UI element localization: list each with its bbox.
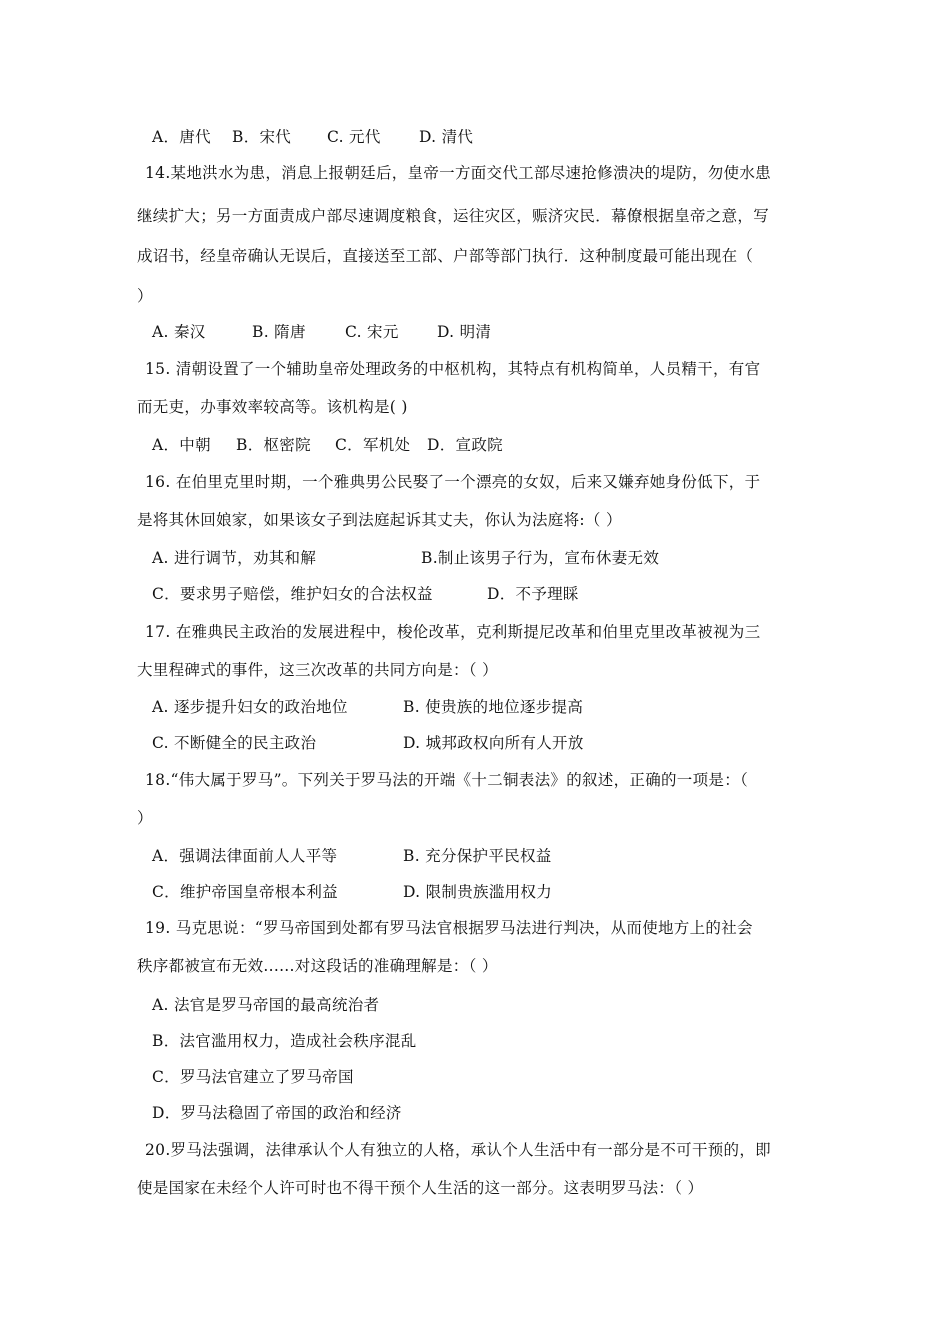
q19-text-line-2: 秩序都被宣布无效......对这段话的准确理解是：（ ） [137, 957, 498, 975]
q14-option-c: C. 宋元 [345, 323, 399, 341]
q19-option-d: D．罗马法稳固了帝国的政治和经济 [152, 1104, 402, 1122]
q13-option-b: B．宋代 [232, 128, 292, 146]
q17-option-c: C. 不断健全的民主政治 [152, 734, 317, 752]
q14-option-b: B. 隋唐 [252, 323, 306, 341]
q16-option-b: B.制止该男子行为，宣布休妻无效 [421, 549, 660, 567]
q15-option-a: A．中朝 [152, 436, 211, 454]
q17-option-a: A. 逐步提升妇女的政治地位 [152, 698, 348, 716]
q20-text-line-2: 使是国家在未经个人许可时也不得干预个人生活的这一部分。这表明罗马法：（ ） [137, 1179, 704, 1197]
q17-text-line-2: 大里程碑式的事件，这三次改革的共同方向是：（ ） [137, 661, 498, 679]
q14-option-d: D. 明清 [437, 323, 492, 341]
q18-text-line-1: 18.“伟大属于罗马”。下列关于罗马法的开端《十二铜表法》的叙述，正确的一项是：（ [145, 771, 749, 789]
q16-text-line-1: 16. 在伯里克里时期，一个雅典男公民娶了一个漂亮的女奴，后来又嫌弃她身份低下，于 [145, 473, 761, 491]
q14-text-line-3: 成诏书，经皇帝确认无误后，直接送至工部、户部等部门执行．这种制度最可能出现在（ [137, 247, 754, 265]
q17-text-line-1: 17. 在雅典民主政治的发展进程中，梭伦改革，克利斯提尼改革和伯里克里改革被视为三 [145, 623, 761, 641]
q18-option-b: B. 充分保护平民权益 [403, 847, 552, 865]
q19-text-line-1: 19. 马克思说：“罗马帝国到处都有罗马法官根据罗马法进行判决，从而使地方上的社会 [145, 919, 753, 937]
q17-option-d: D. 城邦政权向所有人开放 [403, 734, 584, 752]
q16-option-c: C．要求男子赔偿，维护妇女的合法权益 [152, 585, 433, 603]
q20-text-line-1: 20.罗马法强调，法律承认个人有独立的人格，承认个人生活中有一部分是不可干预的，即 [145, 1141, 771, 1159]
q16-text-line-2: 是将其休回娘家，如果该女子到法庭起诉其丈夫，你认为法庭将:（ ） [137, 511, 622, 529]
q19-option-c: C．罗马法官建立了罗马帝国 [152, 1068, 354, 1086]
q13-option-a: A．唐代 [152, 128, 211, 146]
q15-option-c: C．军机处 [335, 436, 411, 454]
q14-text-line-4: ） [137, 287, 153, 305]
q14-option-a: A. 秦汉 [152, 323, 206, 341]
q18-option-d: D. 限制贵族滥用权力 [403, 883, 553, 901]
q15-option-d: D．宣政院 [427, 436, 503, 454]
q15-text-line-1: 15. 清朝设置了一个辅助皇帝处理政务的中枢机构，其特点有机构简单，人员精干，有官 [145, 360, 761, 378]
q19-option-a: A. 法官是罗马帝国的最高统治者 [152, 996, 380, 1014]
q14-text-line-1: 14.某地洪水为患，消息上报朝廷后，皇帝一方面交代工部尽速抢修溃决的堤防，勿使水患 [145, 164, 771, 182]
q18-text-line-2: ） [137, 809, 153, 827]
q18-option-c: C．维护帝国皇帝根本利益 [152, 883, 338, 901]
q18-option-a: A．强调法律面前人人平等 [152, 847, 338, 865]
q19-option-b: B．法官滥用权力，造成社会秩序混乱 [152, 1032, 417, 1050]
q13-option-c: C. 元代 [327, 128, 381, 146]
q15-option-b: B．枢密院 [236, 436, 311, 454]
q17-option-b: B. 使贵族的地位逐步提高 [403, 698, 584, 716]
q16-option-a: A. 进行调节，劝其和解 [152, 549, 317, 567]
q13-option-d: D. 清代 [419, 128, 474, 146]
q16-option-d: D．不予理睬 [487, 585, 579, 603]
q15-text-line-2: 而无吏，办事效率较高等。该机构是( ) [137, 398, 408, 416]
q14-text-line-2: 继续扩大；另一方面责成户部尽速调度粮食，运往灾区，赈济灾民．幕僚根据皇帝之意，写 [137, 207, 770, 225]
